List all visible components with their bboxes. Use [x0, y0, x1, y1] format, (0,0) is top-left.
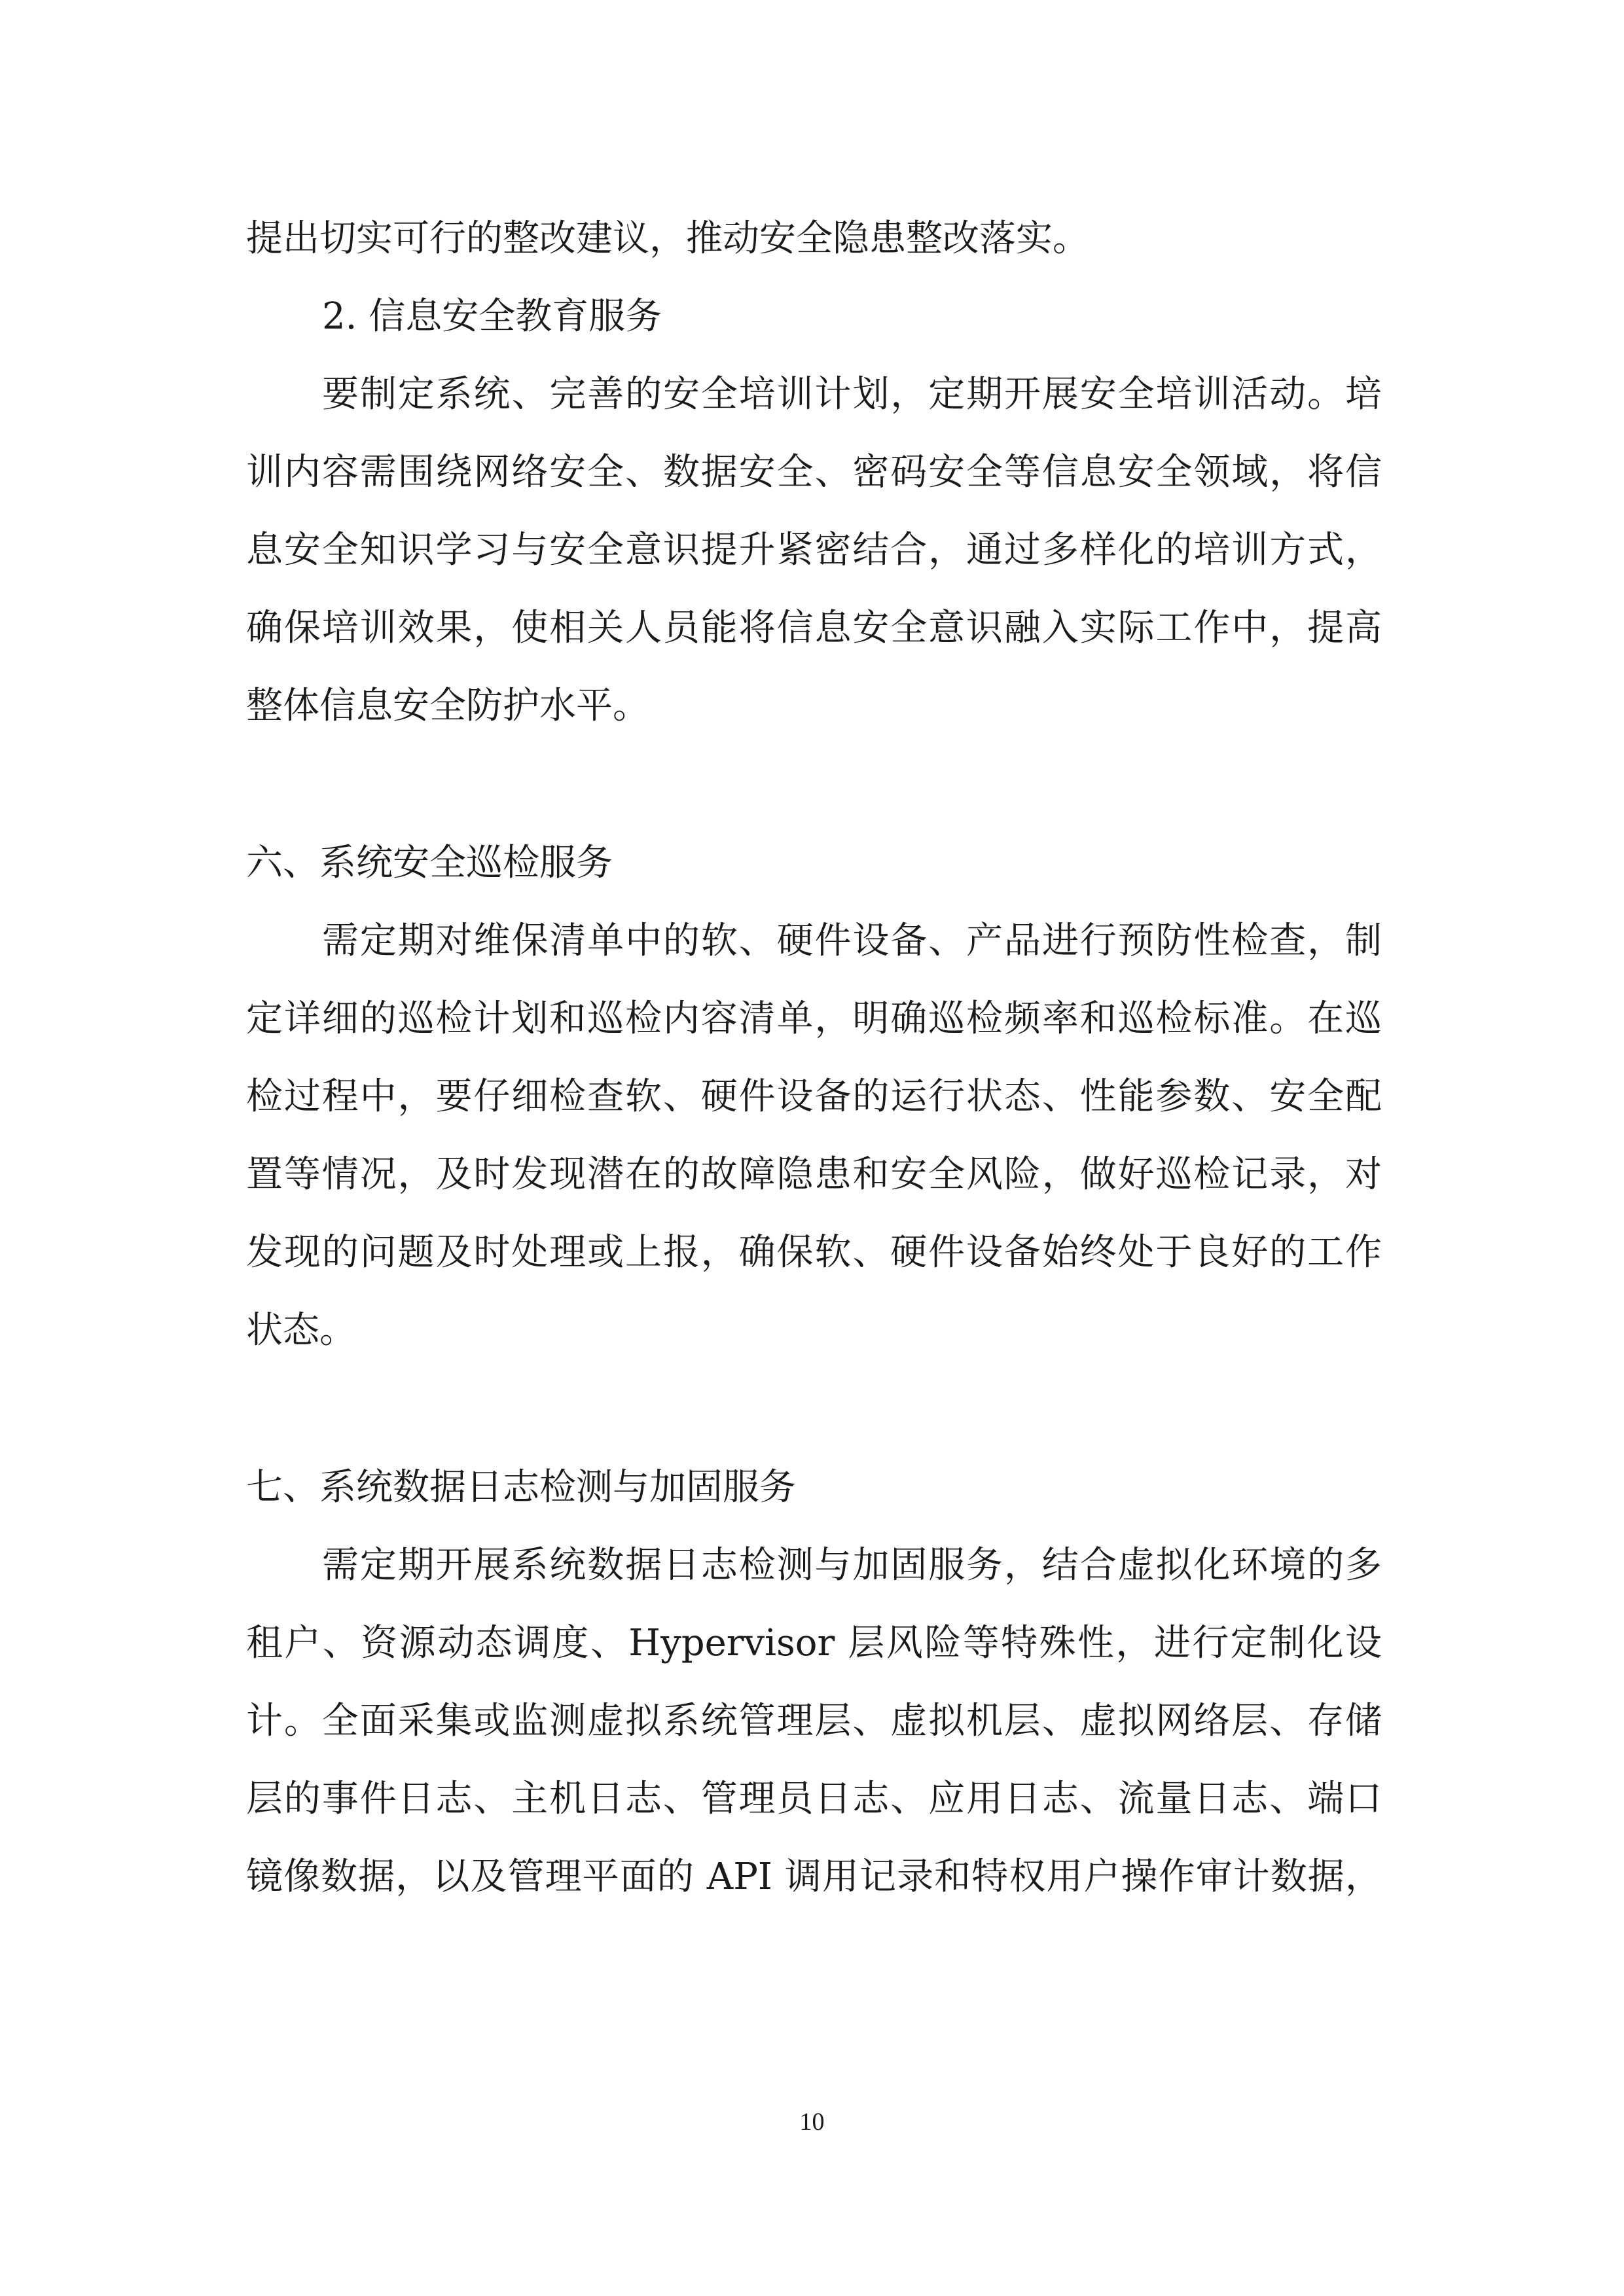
paragraph-line: 层的事件日志、主机日志、管理员日志、应用日志、流量日志、端口 — [246, 1778, 1382, 1820]
paragraph-line: 需定期对维保清单中的软、硬件设备、产品进行预防性检查，制 — [322, 920, 1382, 962]
paragraph-line: 训内容需围绕网络安全、数据安全、密码安全等信息安全领域，将信 — [246, 451, 1382, 493]
paragraph-line: 发现的问题及时处理或上报，确保软、硬件设备始终处于良好的工作 — [246, 1231, 1382, 1274]
paragraph-line: 镜像数据，以及管理平面的 API 调用记录和特权用户操作审计数据， — [246, 1856, 1382, 1898]
paragraph-line: 需定期开展系统数据日志检测与加固服务，结合虚拟化环境的多 — [322, 1544, 1382, 1587]
paragraph-line: 息安全知识学习与安全意识提升紧密结合，通过多样化的培训方式， — [246, 529, 1382, 571]
paragraph-line: 检过程中，要仔细检查软、硬件设备的运行状态、性能参数、安全配 — [246, 1075, 1382, 1118]
paragraph-line: 租户、资源动态调度、Hypervisor 层风险等特殊性，进行定制化设 — [246, 1622, 1382, 1664]
page-number: 10 — [799, 2108, 825, 2136]
section-heading-inspection: 六、系统安全巡检服务 — [246, 842, 613, 884]
paragraph-line: 要制定系统、完善的安全培训计划，定期开展安全培训活动。培 — [322, 373, 1382, 416]
section-gap — [246, 745, 1382, 824]
paragraph-line: 置等情况，及时发现潜在的故障隐患和安全风险，做好巡检记录，对 — [246, 1153, 1382, 1196]
paragraph-line: 定详细的巡检计划和巡检内容清单，明确巡检频率和巡检标准。在巡 — [246, 997, 1382, 1040]
paragraph-line: 状态。 — [246, 1309, 356, 1352]
section-heading-log-detection: 七、系统数据日志检测与加固服务 — [246, 1466, 796, 1509]
paragraph-line: 整体信息安全防护水平。 — [246, 685, 649, 727]
document-body — [246, 200, 1382, 1916]
paragraph-line: 计。全面采集或监测虚拟系统管理层、虚拟机层、虚拟网络层、存储 — [246, 1700, 1382, 1742]
subheading-education-service: 2. 信息安全教育服务 — [322, 295, 662, 338]
section-gap — [246, 1369, 1382, 1448]
paragraph-line: 确保培训效果，使相关人员能将信息安全意识融入实际工作中，提高 — [246, 607, 1382, 649]
paragraph-line: 提出切实可行的整改建议，推动安全隐患整改落实。 — [246, 217, 1089, 260]
